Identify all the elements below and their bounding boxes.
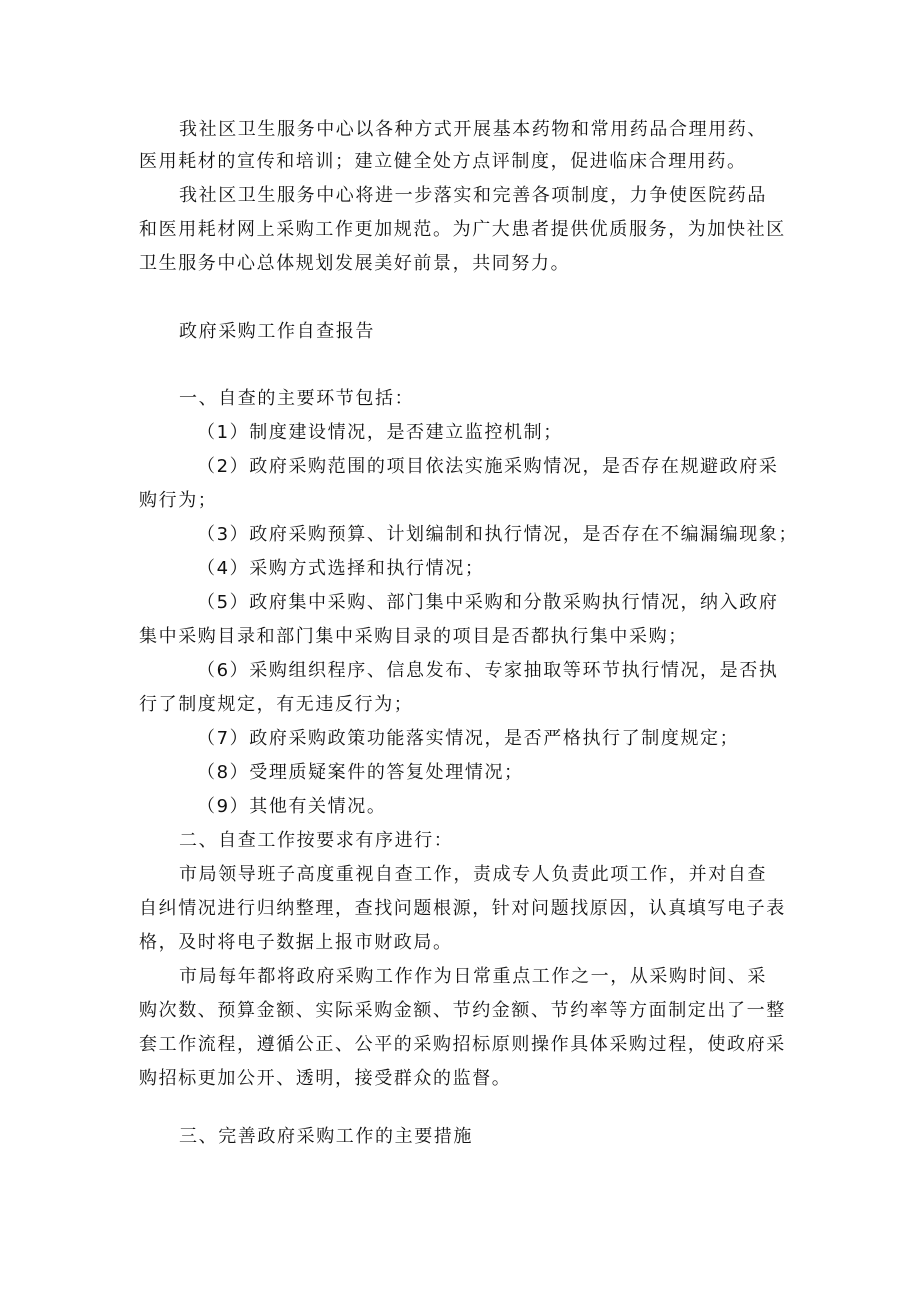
heading-three: 三、完善政府采购工作的主要措施 — [179, 1126, 473, 1147]
paragraph-2-line-2: 和医用耗材网上采购工作更加规范。为广大患者提供优质服务，为加快社区 — [139, 219, 786, 240]
paragraph-4-line-4: 购招标更加公开、透明，接受群众的监督。 — [139, 1068, 512, 1089]
list-item-1: （1）制度建设情况，是否建立监控机制； — [197, 422, 563, 443]
list-item-6-line-2: 行了制度规定，有无违反行为； — [139, 694, 414, 715]
paragraph-1-line-1: 我社区卫生服务中心以各种方式开展基本药物和常用药品合理用药、 — [179, 119, 767, 140]
list-item-2-line-1: （2）政府采购范围的项目依法实施采购情况，是否存在规避政府采 — [197, 456, 779, 477]
paragraph-1-line-2: 医用耗材的宣传和培训；建立健全处方点评制度，促进临床合理用药。 — [139, 151, 747, 172]
paragraph-2-line-3: 卫生服务中心总体规划发展美好前景，共同努力。 — [139, 253, 571, 274]
paragraph-3-line-2: 自纠情况进行归纳整理，查找问题根源，针对问题找原因，认真填写电子表 — [139, 898, 786, 919]
list-item-9: （9）其他有关情况。 — [197, 796, 387, 817]
heading-two: 二、自查工作按要求有序进行： — [179, 830, 454, 851]
list-item-8: （8）受理质疑案件的答复处理情况； — [197, 762, 524, 783]
list-item-3: （3）政府采购预算、计划编制和执行情况，是否存在不编漏编现象； — [197, 524, 799, 545]
list-item-2-line-2: 购行为； — [139, 490, 218, 511]
heading-one: 一、自查的主要环节包括： — [179, 388, 415, 409]
list-item-5-line-2: 集中采购目录和部门集中采购目录的项目是否都执行集中采购； — [139, 626, 688, 647]
paragraph-4-line-3: 套工作流程，遵循公正、公平的采购招标原则操作具体采购过程，使政府采 — [139, 1034, 786, 1055]
paragraph-3-line-3: 格，及时将电子数据上报市财政局。 — [139, 932, 453, 953]
paragraph-2-line-1: 我社区卫生服务中心将进一步落实和完善各项制度，力争使医院药品 — [179, 185, 767, 206]
paragraph-4-line-2: 购次数、预算金额、实际采购金额、节约金额、节约率等方面制定出了一整 — [139, 1000, 786, 1021]
list-item-7: （7）政府采购政策功能落实情况，是否严格执行了制度规定； — [197, 728, 740, 749]
list-item-6-line-1: （6）采购组织程序、信息发布、专家抽取等环节执行情况，是否执 — [197, 660, 779, 681]
list-item-4: （4）采购方式选择和执行情况； — [197, 558, 485, 579]
list-item-5-line-1: （5）政府集中采购、部门集中采购和分散采购执行情况，纳入政府 — [197, 592, 779, 613]
paragraph-4-line-1: 市局每年都将政府采购工作作为日常重点工作之一，从采购时间、采 — [179, 966, 767, 987]
paragraph-3-line-1: 市局领导班子高度重视自查工作，责成专人负责此项工作，并对自查 — [179, 864, 767, 885]
section-title: 政府采购工作自查报告 — [179, 321, 375, 342]
